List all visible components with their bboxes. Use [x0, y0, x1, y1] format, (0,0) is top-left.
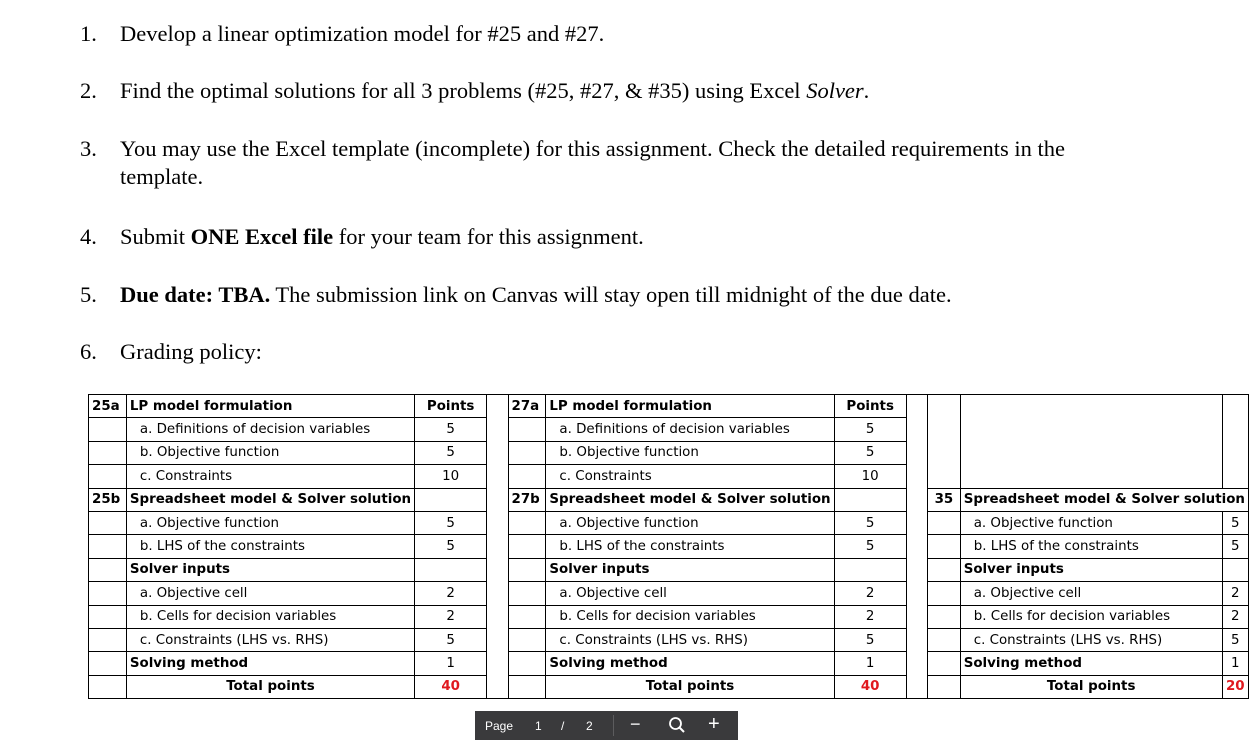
section-header: Spreadsheet model & Solver solution [546, 488, 834, 511]
criterion-label: a. Objective function [126, 511, 414, 534]
table-row [89, 511, 1249, 534]
total-points: 40 [834, 675, 906, 698]
section-header: Solving method [126, 652, 414, 675]
criterion-label: c. Constraints (LHS vs. RHS) [546, 628, 834, 651]
criterion-points: 5 [834, 441, 906, 464]
criterion-label: b. LHS of the constraints [126, 535, 414, 558]
table-row [89, 558, 1249, 581]
criterion-label: b. Objective function [126, 441, 414, 464]
criterion-points: 2 [834, 605, 906, 628]
criterion-label: b. Cells for decision variables [126, 605, 414, 628]
criterion-points: 5 [1222, 511, 1248, 534]
page-label: Page [485, 719, 514, 733]
table-row [89, 441, 1249, 464]
instruction-text: You may use the Excel template (incomplete) for this assignment. Check the detailed requirements in the template. [120, 136, 1065, 189]
instruction-number: 2. [80, 78, 97, 103]
criterion-label: c. Constraints (LHS vs. RHS) [960, 628, 1222, 651]
instruction-number: 5. [80, 282, 97, 307]
criterion-points: 2 [1222, 582, 1248, 605]
criterion-label: a. Definitions of decision variables [546, 418, 834, 441]
criterion-points: 5 [1222, 535, 1248, 558]
total-label: Total points [546, 675, 834, 698]
total-points: 40 [415, 675, 487, 698]
criterion-label: c. Constraints [546, 465, 834, 488]
criterion-points: 2 [834, 582, 906, 605]
total-points: 20 [1222, 675, 1248, 698]
criterion-points: 5 [415, 418, 487, 441]
instruction-text: Submit ONE Excel file for your team for this assignment. [120, 224, 644, 249]
table-row [89, 582, 1249, 605]
criterion-points: 5 [415, 628, 487, 651]
criterion-points: 2 [415, 605, 487, 628]
criterion-label: c. Constraints [126, 465, 414, 488]
instruction-number: 3. [80, 136, 97, 161]
criterion-points: 5 [415, 441, 487, 464]
instruction-number: 6. [80, 339, 97, 364]
criterion-points: 1 [834, 652, 906, 675]
pdf-page-toolbar [475, 711, 738, 740]
criterion-points: 5 [834, 418, 906, 441]
criterion-label: b. Cells for decision variables [546, 605, 834, 628]
total-label: Total points [126, 675, 414, 698]
total-label: Total points [960, 675, 1222, 698]
table-row [89, 628, 1249, 651]
part-label: 27b [508, 488, 546, 511]
instruction-number: 4. [80, 224, 97, 249]
criterion-label: a. Definitions of decision variables [126, 418, 414, 441]
table-row [89, 465, 1249, 488]
instruction-text: Find the optimal solutions for all 3 problems (#25, #27, & #35) using Excel Solver. [120, 78, 870, 103]
part-label: 25a [89, 395, 127, 418]
grading-table [88, 394, 1249, 699]
instruction-text: Develop a linear optimization model for #25 and #27. [120, 21, 605, 46]
section-header: Solver inputs [126, 558, 414, 581]
table-row [89, 535, 1249, 558]
criterion-points: 5 [834, 511, 906, 534]
criterion-label: a. Objective cell [126, 582, 414, 605]
criterion-points: 5 [415, 511, 487, 534]
zoom-icon[interactable] [668, 716, 686, 737]
table-row [89, 418, 1249, 441]
criterion-points: 2 [415, 582, 487, 605]
table-row [89, 395, 1249, 418]
instruction-number: 1. [80, 21, 97, 46]
section-header: Solving method [546, 652, 834, 675]
criterion-label: a. Objective cell [960, 582, 1222, 605]
zoom-in-button[interactable]: + [708, 713, 720, 735]
part-label: 25b [89, 488, 127, 511]
criterion-points: 10 [415, 465, 487, 488]
criterion-label: a. Objective function [546, 511, 834, 534]
part-label: 27a [508, 395, 546, 418]
section-header: Spreadsheet model & Solver solution [126, 488, 414, 511]
criterion-points: 1 [415, 652, 487, 675]
criterion-label: a. Objective cell [546, 582, 834, 605]
points-header: Points [834, 395, 906, 418]
total-pages: 2 [586, 719, 593, 733]
points-header: Points [415, 395, 487, 418]
criterion-label: a. Objective function [960, 511, 1222, 534]
criterion-points: 5 [834, 628, 906, 651]
page-separator: / [561, 719, 565, 733]
part-label: 35 [928, 488, 961, 511]
criterion-points: 2 [1222, 605, 1248, 628]
section-header: Solver inputs [546, 558, 834, 581]
section-header: LP model formulation [546, 395, 834, 418]
toolbar-divider [613, 715, 614, 736]
criterion-points: 5 [415, 535, 487, 558]
instruction-text: Grading policy: [120, 339, 262, 364]
criterion-label: b. Cells for decision variables [960, 605, 1222, 628]
zoom-out-button[interactable]: − [630, 714, 641, 734]
instruction-text: Due date: TBA. The submission link on Canvas will stay open till midnight of the due date. [120, 282, 952, 307]
criterion-label: b. LHS of the constraints [960, 535, 1222, 558]
table-row [89, 652, 1249, 675]
current-page-indicator[interactable]: 1 [535, 719, 542, 733]
criterion-points: 5 [834, 535, 906, 558]
criterion-label: c. Constraints (LHS vs. RHS) [126, 628, 414, 651]
table-row [89, 488, 1249, 511]
criterion-points: 1 [1222, 652, 1248, 675]
criterion-label: b. LHS of the constraints [546, 535, 834, 558]
criterion-points: 5 [1222, 628, 1248, 651]
criterion-label: b. Objective function [546, 441, 834, 464]
criterion-points: 10 [834, 465, 906, 488]
section-header: LP model formulation [126, 395, 414, 418]
table-row [89, 675, 1249, 698]
section-header: Solving method [960, 652, 1222, 675]
table-row [89, 605, 1249, 628]
section-header: Spreadsheet model & Solver solution [960, 488, 1248, 511]
section-header: Solver inputs [960, 558, 1222, 581]
